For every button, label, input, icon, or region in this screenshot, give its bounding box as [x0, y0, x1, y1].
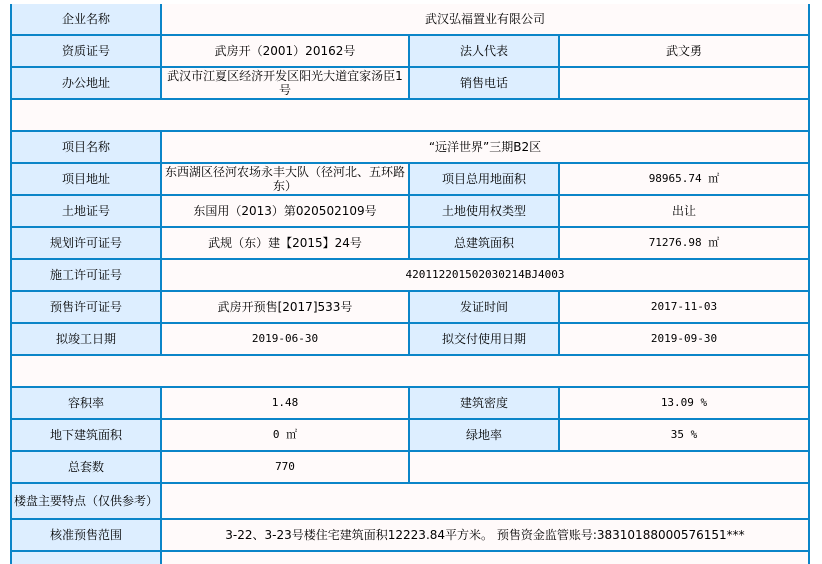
land-use-value: 出让	[560, 196, 808, 226]
company-name-value: 武汉弘福置业有限公司	[162, 4, 808, 34]
qualification-value: 武房开（2001）20162号	[162, 36, 408, 66]
construction-permit-label: 施工许可证号	[12, 260, 160, 290]
qualification-label: 资质证号	[12, 36, 160, 66]
row-features	[10, 484, 810, 520]
row-scope	[10, 520, 810, 552]
project-name-value: “远洋世界”三期B2区	[162, 132, 808, 162]
completion-date-label: 拟竣工日期	[12, 324, 160, 354]
row-project-address	[10, 164, 810, 196]
far-label: 容积率	[12, 388, 160, 418]
total-units-empty	[410, 452, 808, 482]
presale-scope-label: 核准预售范围	[12, 520, 160, 550]
row-far	[10, 388, 810, 420]
planning-permit-label: 规划许可证号	[12, 228, 160, 258]
total-units-label: 总套数	[12, 452, 160, 482]
office-address-label: 办公地址	[12, 68, 160, 98]
row-units	[10, 452, 810, 484]
spacer-cell	[12, 100, 808, 130]
issue-date-label: 发证时间	[410, 292, 558, 322]
row-office	[10, 68, 810, 100]
features-label: 楼盘主要特点（仅供参考）	[12, 484, 160, 518]
land-cert-value: 东国用（2013）第020502109号	[162, 196, 408, 226]
land-cert-label: 土地证号	[12, 196, 160, 226]
delivery-date-value: 2019-09-30	[560, 324, 808, 354]
company-name-label: 企业名称	[12, 4, 160, 34]
spacer-cell	[12, 356, 808, 386]
land-use-label: 土地使用权类型	[410, 196, 558, 226]
row-project-name	[10, 132, 810, 164]
project-info-table	[10, 4, 810, 564]
planning-permit-value: 武规（东）建【2015】24号	[162, 228, 408, 258]
density-label: 建筑密度	[410, 388, 558, 418]
row-land-cert	[10, 196, 810, 228]
total-units-value: 770	[162, 452, 408, 482]
construction-permit-value: 420112201502030214BJ4003	[162, 260, 808, 290]
density-value: 13.09 %	[560, 388, 808, 418]
features-value	[162, 484, 808, 518]
presale-permit-value: 武房开预售[2017]533号	[162, 292, 408, 322]
row-dates	[10, 324, 810, 356]
far-value: 1.48	[162, 388, 408, 418]
underground-area-label: 地下建筑面积	[12, 420, 160, 450]
issue-date-value: 2017-11-03	[560, 292, 808, 322]
row-spacer	[10, 100, 810, 132]
green-ratio-value: 35 %	[560, 420, 808, 450]
project-address-label: 项目地址	[12, 164, 160, 194]
building-area-value: 71276.98 ㎡	[560, 228, 808, 258]
row-underground	[10, 420, 810, 452]
green-ratio-label: 绿地率	[410, 420, 558, 450]
completion-date-value: 2019-06-30	[162, 324, 408, 354]
presale-permit-label: 预售许可证号	[12, 292, 160, 322]
presale-scope-value: 3-22、3-23号楼住宅建筑面积12223.84平方米。 预售资金监管账号:38310188000576151***	[162, 520, 808, 550]
office-address-value: 武汉市江夏区经济开发区阳光大道宜家汤臣1号	[162, 68, 408, 98]
building-area-label: 总建筑面积	[410, 228, 558, 258]
legal-rep-value: 武文勇	[560, 36, 808, 66]
underground-area-value: 0 ㎡	[162, 420, 408, 450]
sales-phone-label: 销售电话	[410, 68, 558, 98]
row-company-name	[10, 4, 810, 36]
project-address-value: 东西湖区径河农场永丰大队（径河北、五环路东）	[162, 164, 408, 194]
row-qualification	[10, 36, 810, 68]
row-construction	[10, 260, 810, 292]
project-name-label: 项目名称	[12, 132, 160, 162]
row-spacer	[10, 356, 810, 388]
sales-phone-value	[560, 68, 808, 98]
row-presale	[10, 292, 810, 324]
row-planning	[10, 228, 810, 260]
delivery-date-label: 拟交付使用日期	[410, 324, 558, 354]
land-area-value: 98965.74 ㎡	[560, 164, 808, 194]
land-area-label: 项目总用地面积	[410, 164, 558, 194]
legal-rep-label: 法人代表	[410, 36, 558, 66]
